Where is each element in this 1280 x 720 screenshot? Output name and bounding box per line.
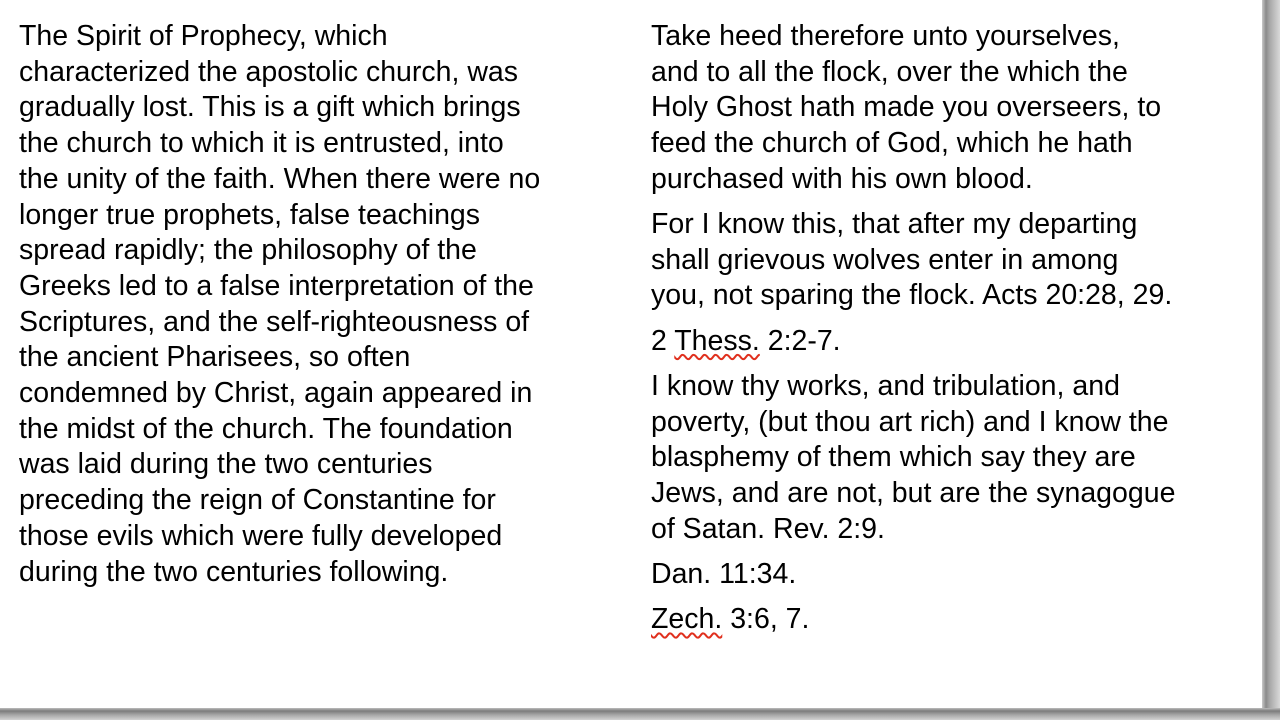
right-paragraph-5: Dan. 11:34. xyxy=(651,557,797,590)
left-column xyxy=(19,19,619,590)
window-bottom-edge xyxy=(0,708,1280,720)
window-right-edge xyxy=(1262,0,1280,720)
right-paragraph-1: Take heed therefore unto yourselves, and to all the flock, over the which the Holy Ghost hath made you overseers, to feed the church of God, which he hath purchased with his own blood. xyxy=(651,20,1162,195)
p3-suffix: 2:2-7. xyxy=(759,324,841,357)
p3-prefix: 2 xyxy=(651,324,675,357)
p6-suffix: 3:6, 7. xyxy=(722,603,810,636)
right-paragraph-6 xyxy=(651,602,1251,638)
right-paragraph-3 xyxy=(651,324,1251,360)
right-paragraph-4: I know thy works, and tribulation, and poverty, (but thou art rich) and I know the blasphemy of them which say they are Jews, and are not, but are the synagogue of Satan. Rev. 2:9. xyxy=(651,369,1176,545)
left-paragraph: The Spirit of Prophecy, which characterized the apostolic church, was gradually lost. This is a gift which brings the church to which it is entrusted, into the unity of the faith. When there were no longer true prophets, false teachings spread rapidly; the philosophy of the Greeks led to a false interpretation of the Scriptures, and the self-righteousness of the ancient Pharisees, so often condemned by Christ, again appeared in the midst of the church. The foundation was laid during the two centuries preceding the reign of Constantine for those evils which were fully developed during the two centuries following. xyxy=(19,20,541,588)
spellcheck-flagged-word-zech: Zech. xyxy=(651,603,723,636)
right-paragraph-2: For I know this, that after my departing shall grievous wolves enter in among you, not sparing the flock. Acts 20:28, 29. xyxy=(651,208,1173,312)
spellcheck-flagged-word-thess: Thess. xyxy=(674,324,760,357)
right-column xyxy=(651,19,1251,647)
